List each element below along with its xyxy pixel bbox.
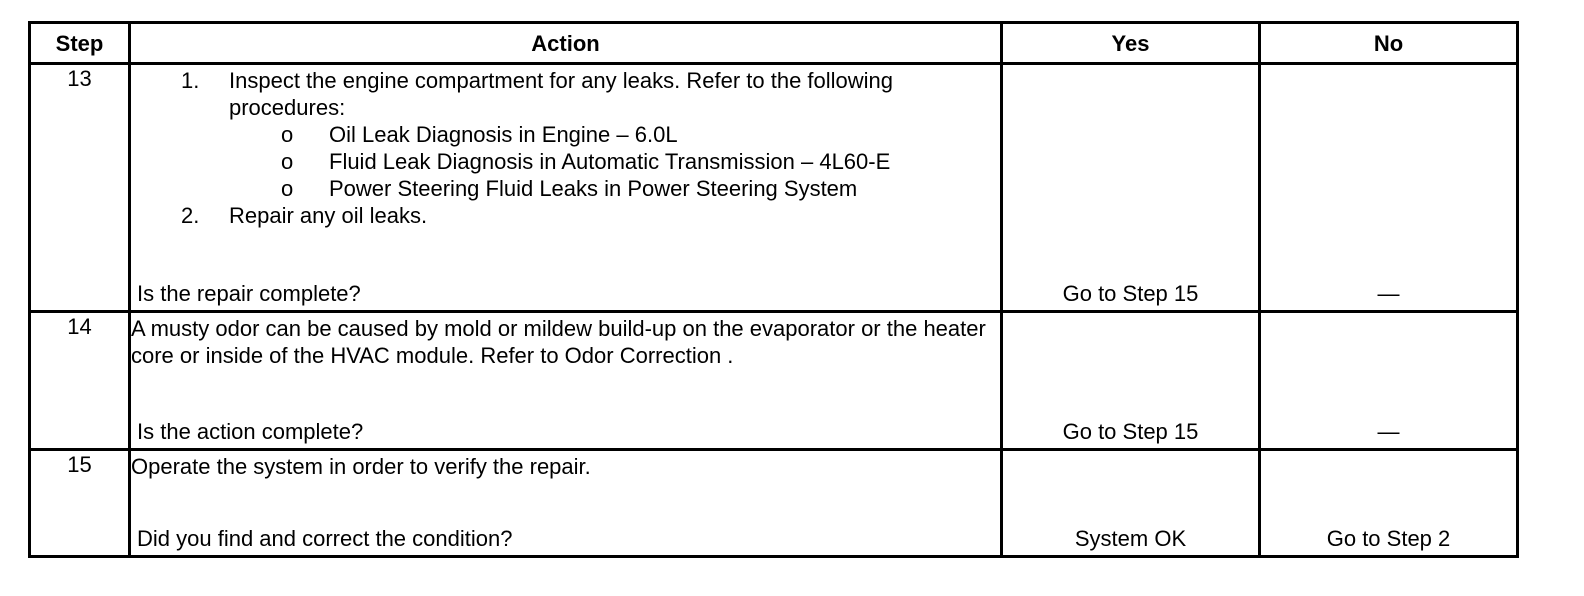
step-number: 15 <box>30 450 130 557</box>
procedure-item-text: Inspect the engine compartment for any leaks. Refer to the following procedures: <box>229 68 894 120</box>
action-text: Operate the system in order to verify the repair. <box>131 454 591 479</box>
no-result: — <box>1377 419 1400 444</box>
reference-list <box>229 121 1000 202</box>
reference-link[interactable]: Power Steering Fluid Leaks in Power Steering System <box>329 176 858 201</box>
bullet-icon: o <box>281 149 294 174</box>
procedure-item <box>131 67 1000 202</box>
reference-link[interactable]: Fluid Leak Diagnosis in Automatic Transmission – 4L60-E <box>329 149 891 174</box>
bullet-icon: o <box>281 176 294 201</box>
diagnostic-table <box>28 21 1519 558</box>
bullet-icon: o <box>281 122 294 147</box>
table-row-step-14 <box>30 312 1518 450</box>
reference-item[interactable] <box>229 121 1000 148</box>
yes-result: System OK <box>1074 526 1187 551</box>
action-text: A musty odor can be caused by mold or mildew build-up on the evaporator or the heater core or inside of the HVAC module. Refer to Odor Correction . <box>131 316 986 368</box>
action-question: Is the action complete? <box>137 419 364 444</box>
table-row-step-15 <box>30 450 1518 557</box>
reference-link[interactable]: Oil Leak Diagnosis in Engine – 6.0L <box>329 122 678 147</box>
yes-cell <box>1002 64 1260 312</box>
action-cell <box>130 450 1002 557</box>
no-cell <box>1260 312 1518 450</box>
procedure-item-number: 1. <box>181 68 200 93</box>
procedure-item <box>131 202 1000 229</box>
yes-cell <box>1002 450 1260 557</box>
no-cell <box>1260 450 1518 557</box>
header-action: Action <box>130 23 1002 64</box>
step-number: 14 <box>30 312 130 450</box>
yes-cell <box>1002 312 1260 450</box>
action-cell <box>130 312 1002 450</box>
header-row <box>30 23 1518 64</box>
reference-item[interactable] <box>229 148 1000 175</box>
action-cell <box>130 64 1002 312</box>
action-question: Is the repair complete? <box>137 281 361 306</box>
reference-item[interactable] <box>229 175 1000 202</box>
procedure-list <box>131 67 1000 229</box>
no-result[interactable]: Go to Step 2 <box>1326 526 1451 551</box>
yes-result[interactable]: Go to Step 15 <box>1062 281 1199 306</box>
no-cell <box>1260 64 1518 312</box>
action-question: Did you find and correct the condition? <box>137 526 513 551</box>
header-step: Step <box>30 23 130 64</box>
procedure-item-text: Repair any oil leaks. <box>229 203 428 228</box>
no-result: — <box>1377 281 1400 306</box>
header-yes: Yes <box>1002 23 1260 64</box>
step-number: 13 <box>30 64 130 312</box>
procedure-item-number: 2. <box>181 203 200 228</box>
table-row-step-13 <box>30 64 1518 312</box>
header-no: No <box>1260 23 1518 64</box>
yes-result[interactable]: Go to Step 15 <box>1062 419 1199 444</box>
